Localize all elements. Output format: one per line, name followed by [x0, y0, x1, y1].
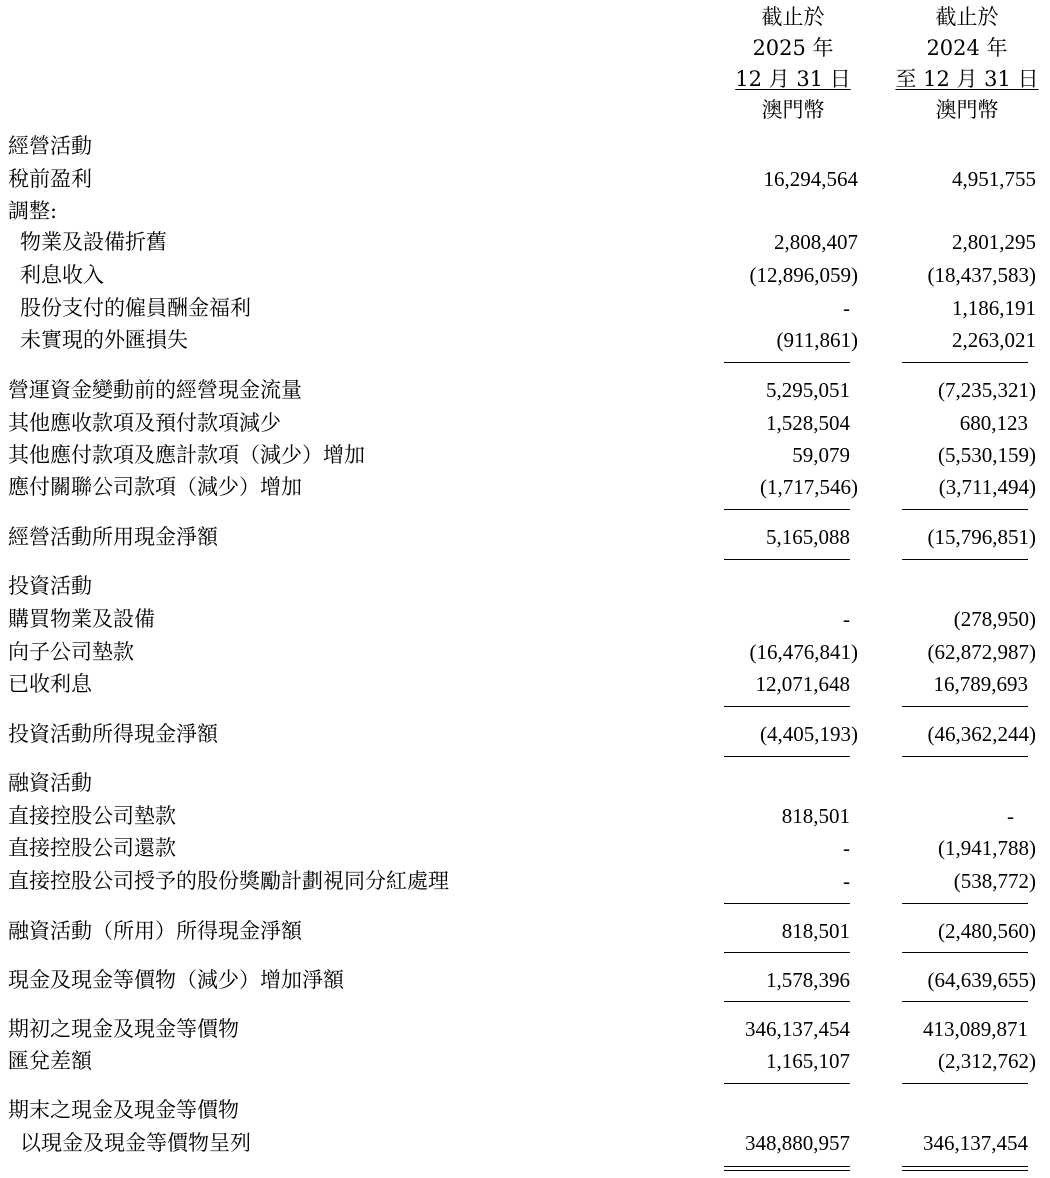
value-2025: 348,880,957: [745, 1131, 850, 1155]
row-operating-heading: [0, 130, 1050, 162]
value-2025: -: [843, 296, 850, 320]
value-2025: (4,405,193): [760, 722, 858, 746]
total-rule-2024: [902, 756, 1028, 757]
value-2024: 16,789,693: [933, 672, 1028, 696]
value-2025: 2,808,407: [774, 230, 858, 254]
row-label: 融資活動: [8, 771, 92, 795]
row-label: 已收利息: [8, 672, 92, 696]
row-net-cash-financing: [0, 915, 1050, 947]
row-label: 其他應收款項及預付款項減少: [8, 411, 281, 435]
grand-total-double-rule-2024: [902, 1166, 1028, 1171]
subtotal-rule-2024: [902, 903, 1028, 904]
col2-line2: 2024 年: [926, 36, 1008, 60]
col2-currency: 澳門幣: [935, 98, 999, 122]
col1-currency: 澳門幣: [761, 98, 825, 122]
row-label: 稅前盈利: [8, 167, 92, 191]
value-2025: 59,079: [792, 443, 850, 467]
col1-line1: 截止於: [761, 5, 825, 29]
value-2024: (64,639,655): [927, 968, 1036, 992]
row-closing-cash-heading: [0, 1094, 1050, 1126]
value-2025: 5,295,051: [766, 378, 850, 402]
row-label: 經營活動所用現金淨額: [8, 525, 218, 549]
value-2025: 1,528,504: [766, 411, 850, 435]
value-2024: 4,951,755: [952, 167, 1036, 191]
row-label: 其他應付款項及應計款項（減少）增加: [8, 443, 365, 467]
total-rule-2025: [724, 952, 850, 953]
row-label: 購買物業及設備: [8, 607, 155, 631]
row-label: 現金及現金等價物（減少）增加淨額: [8, 968, 344, 992]
value-2025: 16,294,564: [763, 167, 858, 191]
subtotal-rule-2024: [902, 509, 1028, 510]
value-2025: -: [843, 836, 850, 860]
row-label: 未實現的外匯損失: [20, 328, 188, 352]
value-2024: 413,089,871: [923, 1017, 1028, 1041]
value-2025: 818,501: [781, 919, 850, 943]
col2-line3: 至 12 月 31 日: [895, 67, 1039, 91]
value-2025: 1,165,107: [766, 1049, 850, 1073]
row-label: 直接控股公司授予的股份獎勵計劃視同分紅處理: [8, 869, 449, 893]
row-label: 直接控股公司墊款: [8, 804, 176, 828]
value-2024: (278,950): [953, 607, 1036, 631]
row-interest-income: [0, 259, 1050, 291]
row-label: 融資活動（所用）所得現金淨額: [8, 919, 302, 943]
subtotal-rule-2025: [724, 509, 850, 510]
value-2024: 2,263,021: [952, 328, 1036, 352]
column-header-2025: [724, 2, 862, 126]
row-purchase-ppe: [0, 603, 1050, 635]
value-2024: 1,186,191: [952, 296, 1036, 320]
row-label: 營運資金變動前的經營現金流量: [8, 378, 302, 402]
row-net-change-in-cash: [0, 964, 1050, 996]
total-rule-2025: [724, 756, 850, 757]
col1-line3: 12 月 31 日: [735, 67, 851, 91]
row-other-receivables: [0, 407, 1050, 439]
value-2025: (16,476,841): [749, 640, 858, 664]
row-label: 向子公司墊款: [8, 640, 134, 664]
row-adjustments-heading: [0, 195, 1050, 227]
value-2024: (15,796,851): [927, 525, 1036, 549]
row-operating-cash-flow-before-wc: [0, 374, 1050, 406]
row-interest-received: [0, 668, 1050, 700]
row-label: 期末之現金及現金等價物: [8, 1098, 239, 1122]
row-share-award-deemed-dividend: [0, 865, 1050, 897]
value-2024: (2,312,762): [938, 1049, 1036, 1073]
value-2024: 2,801,295: [952, 230, 1036, 254]
value-2025: 1,578,396: [766, 968, 850, 992]
row-label: 調整:: [8, 199, 58, 223]
row-depreciation: [0, 226, 1050, 258]
total-rule-2025: [724, 559, 850, 560]
row-net-cash-operating: [0, 521, 1050, 553]
value-2025: 818,501: [781, 804, 850, 828]
subtotal-rule-2024: [902, 1083, 1028, 1084]
total-rule-2024: [902, 952, 1028, 953]
subtotal-rule-2025: [724, 362, 850, 363]
total-rule-2025: [724, 1001, 850, 1002]
row-label: 投資活動所得現金淨額: [8, 722, 218, 746]
subtotal-rule-2025: [724, 903, 850, 904]
row-label: 股份支付的僱員酬金福利: [20, 296, 251, 320]
row-investing-heading: [0, 570, 1050, 602]
row-unrealised-fx-loss: [0, 324, 1050, 356]
value-2025: 5,165,088: [766, 525, 850, 549]
value-2024: (5,530,159): [938, 443, 1036, 467]
col1-line2: 2025 年: [752, 36, 834, 60]
row-profit-before-tax: [0, 163, 1050, 195]
row-opening-cash: [0, 1013, 1050, 1045]
grand-total-double-rule-2025: [724, 1166, 850, 1171]
value-2024: (2,480,560): [938, 919, 1036, 943]
subtotal-rule-2024: [902, 706, 1028, 707]
row-other-payables: [0, 439, 1050, 471]
row-repayment-to-parent: [0, 832, 1050, 864]
row-label: 直接控股公司還款: [8, 836, 176, 860]
row-label: 以現金及現金等價物呈列: [20, 1131, 251, 1155]
value-2024: 680,123: [959, 411, 1028, 435]
value-2025: (12,896,059): [749, 263, 858, 287]
total-rule-2024: [902, 559, 1028, 560]
row-label: 物業及設備折舊: [20, 230, 167, 254]
value-2024: (3,711,494): [938, 475, 1036, 499]
row-label: 投資活動: [8, 574, 92, 598]
value-2025: -: [843, 869, 850, 893]
row-label: 應付關聯公司款項（減少）增加: [8, 475, 302, 499]
value-2024: 346,137,454: [923, 1131, 1028, 1155]
value-2025: 12,071,648: [755, 672, 850, 696]
value-2025: (911,861): [776, 328, 858, 352]
subtotal-rule-2025: [724, 1083, 850, 1084]
value-2024: -: [1007, 804, 1014, 828]
subtotal-rule-2025: [724, 706, 850, 707]
row-label: 經營活動: [8, 134, 92, 158]
row-related-company-payables: [0, 471, 1050, 503]
row-exchange-difference: [0, 1045, 1050, 1077]
row-net-cash-investing: [0, 718, 1050, 750]
value-2024: (18,437,583): [927, 263, 1036, 287]
row-share-based-payment: [0, 292, 1050, 324]
row-label: 匯兌差額: [8, 1049, 92, 1073]
total-rule-2024: [902, 1001, 1028, 1002]
col2-line1: 截止於: [935, 5, 999, 29]
value-2025: 346,137,454: [745, 1017, 850, 1041]
row-label: 期初之現金及現金等價物: [8, 1017, 239, 1041]
value-2025: (1,717,546): [760, 475, 858, 499]
value-2024: (46,362,244): [927, 722, 1036, 746]
subtotal-rule-2024: [902, 362, 1028, 363]
row-financing-heading: [0, 767, 1050, 799]
row-represented-by-cash: [0, 1127, 1050, 1159]
row-advance-from-parent: [0, 800, 1050, 832]
value-2024: (62,872,987): [927, 640, 1036, 664]
row-advance-to-subsidiary: [0, 636, 1050, 668]
value-2024: (7,235,321): [938, 378, 1036, 402]
row-label: 利息收入: [20, 263, 104, 287]
value-2024: (538,772): [953, 869, 1036, 893]
column-header-2024: [890, 2, 1044, 126]
value-2025: -: [843, 607, 850, 631]
value-2024: (1,941,788): [938, 836, 1036, 860]
